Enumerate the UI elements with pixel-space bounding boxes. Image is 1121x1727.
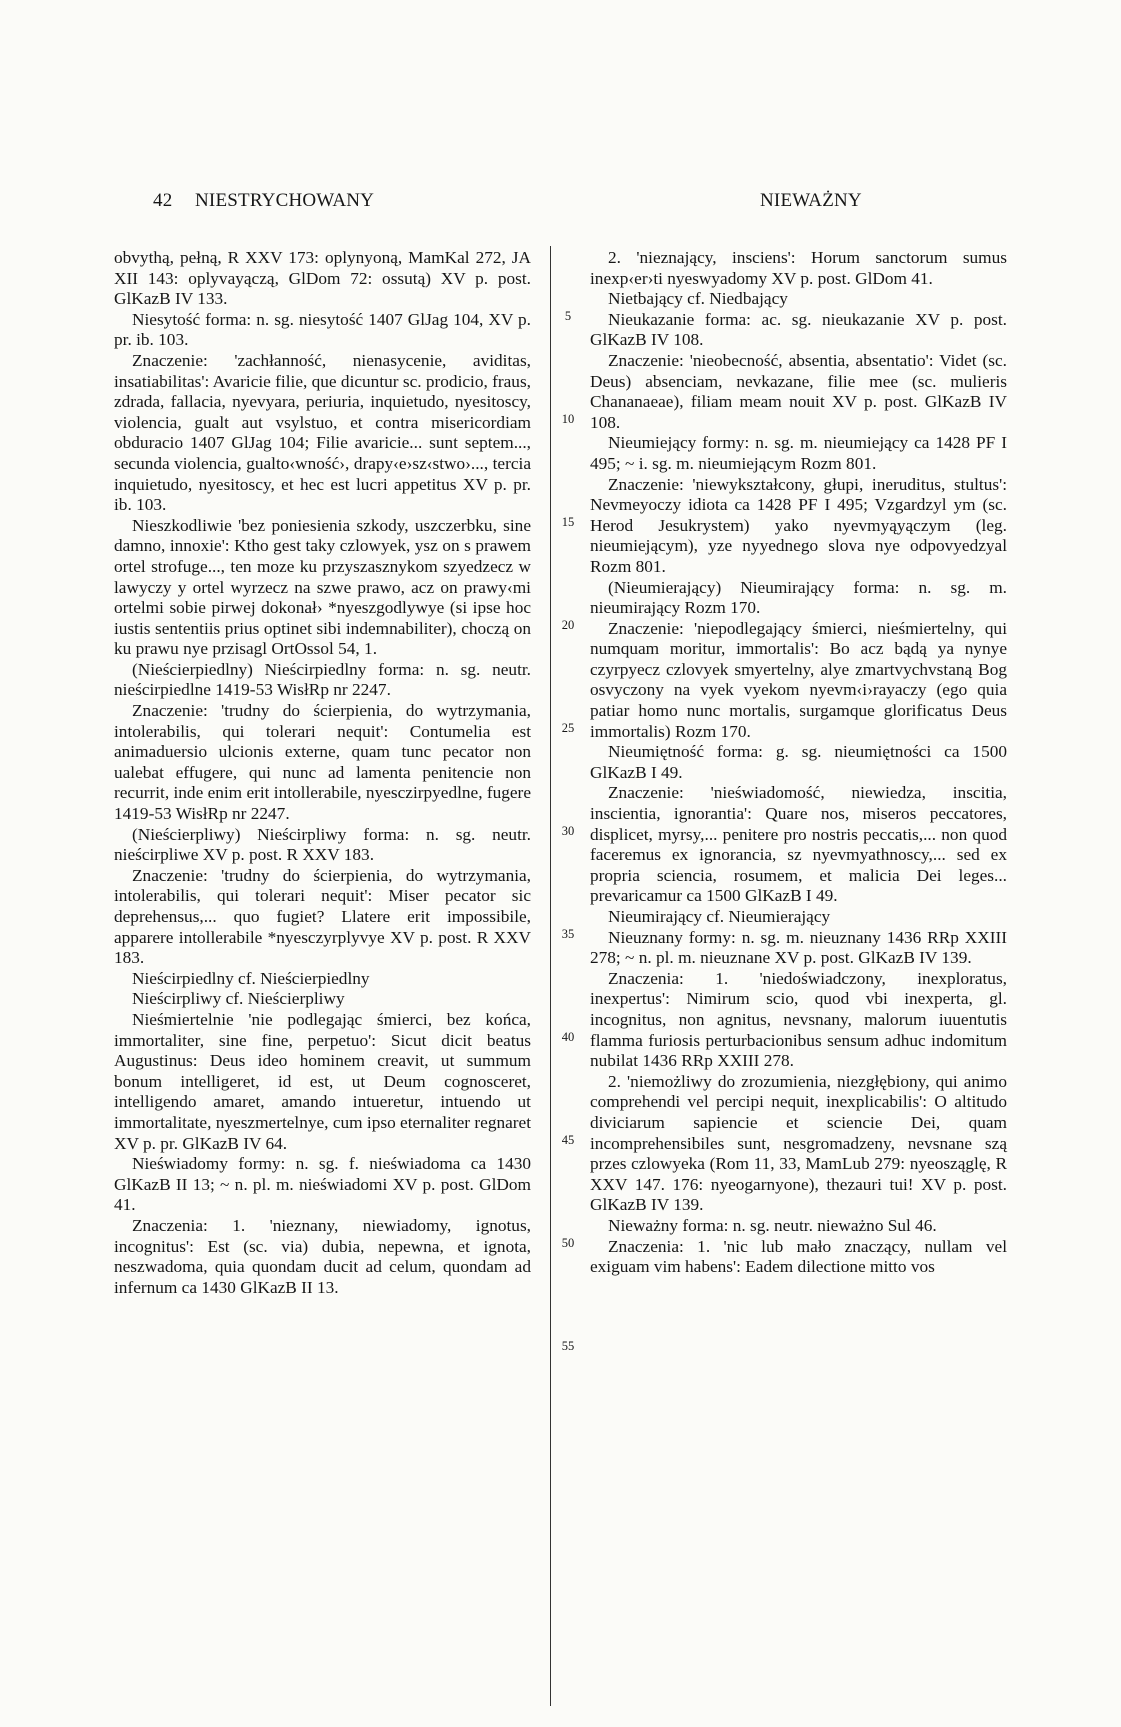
left-column xyxy=(114,248,531,1298)
entry-niesmiertelnie: Nieśmiertelnie 'nie podlegając śmierci, bez końca, immortaliter, sine fine, perpetuo': Sicut dicit beatus Augustinus: Deus ideo hominem creavit, ut summum bonum intelligeret, id est, ut Deum cognosceret, intelligendo amaret, amando intueretur, intuendo ut immortalitate, nyeszmertelnye, cum ipso eternaliter regnaret XV p. pr. GlKazB IV 64. xyxy=(114,1009,531,1153)
entry-meaning: Znaczenie: 'nieobecność, absentia, absentatio': Videt (sc. Deus) absenciam, nevkazane, filie mee (sc. mulieris Chananaeae), filiam meam nouit XV p. post. GlKazB IV 108. xyxy=(590,350,1007,432)
entry-niescierpiedlny: (Nieścierpiedlny) Nieścirpiedlny forma: n. sg. neutr. nieścirpiedlne 1419-53 WisłRp nr 2247. xyxy=(114,659,531,700)
entry-niewazny: Nieważny forma: n. sg. neutr. nieważno Sul 46. xyxy=(608,1215,937,1235)
running-head-left: NIESTRYCHOWANY xyxy=(195,190,375,211)
entry-crossref: Nieumirający cf. Nieumierający xyxy=(608,907,831,926)
entry-meaning: Znaczenie: 'trudny do ścierpienia, do wytrzymania, intolerabilis, qui tolerari nequit': Miser pecator sic deprehensus,... quo fugiet? Llatere erit impossibile, apparere intollerabile *nyesczyrplyvye XV p. post. R XXV 183. xyxy=(114,865,531,968)
line-number: 30 xyxy=(561,824,575,838)
line-number: 5 xyxy=(564,309,572,323)
line-number: 35 xyxy=(561,927,575,941)
line-number: 50 xyxy=(561,1236,575,1250)
line-number: 10 xyxy=(561,412,575,426)
entry-nieuznany: Nieuznany formy: n. sg. m. nieuznany 1436 RRp XXIII 278; ~ n. pl. m. nieuznane XV p. post. GlKazB IV 139. xyxy=(590,927,1007,968)
line-number: 15 xyxy=(561,515,575,529)
entry-continuation: obvythą, pełną, R XXV 173: oplynyoną, MamKal 272, JA XII 143: oplyvayączą, GlDom 72: ossutą) XV p. post. GlKazB IV 133. xyxy=(114,248,531,309)
entry-nieumierajacy: (Nieumierający) Nieumirający forma: n. sg. m. nieumirający Rozm 170. xyxy=(590,577,1007,618)
page-number: 42 xyxy=(153,190,173,211)
entry-nieswiadomy: Nieświadomy formy: n. sg. f. nieświadoma ca 1430 GlKazB II 13; ~ n. pl. m. nieświadomi XV p. post. GlDom 41. xyxy=(114,1154,531,1215)
entry-crossref: Nietbający cf. Niedbający xyxy=(608,289,788,309)
entry-meaning: Znaczenia: 1. 'nic lub mało znaczący, nullam vel exiguam vim habens': Eadem dilectione mitto vos xyxy=(590,1236,1007,1277)
entry-nieumiejacy: Nieumiejący formy: n. sg. m. nieumiejący ca 1428 PF I 495; ~ i. sg. m. nieumiejącym Rozm 801. xyxy=(590,433,1007,473)
line-number: 40 xyxy=(561,1030,575,1044)
entry-meaning: Znaczenia: 1. 'niedoświadczony, inexploratus, inexpertus': Nimirum scio, quod vbi inexperta, gl. incognitus, non agnitus, nevsnany, malorum iuuentutis flamma furiosis perturbacionibus sensum adhuc indomitum nubilat 1436 RRp XXIII 278. xyxy=(590,968,1007,1071)
entry-meaning: Znaczenie: 'trudny do ścierpienia, do wytrzymania, intolerabilis, qui tolerari nequit': Contumelia est animaduersio ulcionis externe, quam tunc pecator non ualebat effugere, qui nunc ad lamenta penitencie non recurrit, inde enim erit intollerabile, nyesczirpyedlne, fugere 1419-53 WisłRp nr 2247. xyxy=(114,701,531,824)
entry-nieumietnosc: Nieumiętność forma: g. sg. nieumiętności ca 1500 GlKazB I 49. xyxy=(590,742,1007,782)
line-number: 55 xyxy=(561,1339,575,1353)
entry-meaning: 2. 'niemożliwy do zrozumienia, niezgłębiony, qui animo comprehendi vel percipi nequit, inexplicabilis': O altitudo diviciarum sapiencie et sciencie Dei, quam incomprehensibiles sunt, nesgromadzeny, nevsnane szą przes czlowyeka (Rom 11, 33, MamLub 279: nyeosząglę, R XXV 147. 176: nyeogarnyone), thezauri tui! XV p. post. GlKazB IV 139. xyxy=(590,1071,1007,1215)
entry-crossref: Nieścirpiedlny cf. Nieścierpiedlny xyxy=(132,968,370,988)
line-number: 25 xyxy=(561,721,575,735)
entry-niesytosc: Niesytość forma: n. sg. niesytość 1407 GlJag 104, XV p. pr. ib. 103. xyxy=(114,309,531,350)
entry-meaning: Znaczenie: 'niepodlegający śmierci, nieśmiertelny, qui numquam moritur, immortalis': Bo acz bądą ya nynye czyrpyecz czlovyek smyertelny, alye zmartvychvstaną Bog osvyczony na vyek vyekom nyevm‹i›rayaczy (ego quia patiar homo nunc mortalis, surgamque glorificatus Deus immortalis) Rozm 170. xyxy=(590,618,1007,741)
line-number: 20 xyxy=(561,618,575,632)
right-column xyxy=(590,248,1007,1278)
entry-meaning: Znaczenie: 'nieświadomość, niewiedza, inscitia, inscientia, ignorantia': Quare nos, miseros peccatores, displicet, myrsy,... penitere pro nostris peccatis,... non quod faceremus ex ignorancia, sz nyevmyathnoscy,... sed ex propria sciencia, rosumem, et malicia Dei leges... prevaricamur ca 1500 GlKazB I 49. xyxy=(590,783,1007,906)
entry-nieukazanie: Nieukazanie forma: ac. sg. nieukazanie XV p. post. GlKazB IV 108. xyxy=(590,309,1007,350)
column-rule xyxy=(550,246,551,1706)
entry-meaning: Znaczenie: 'zachłanność, nienasycenie, aviditas, insatiabilitas': Avaricie filie, que dicuntur sc. prodicio, fraus, zdrada, fallacia, nyevyara, periuria, inquietudo, nyesitoscy, violencia, gualt aut vsylstuo, et contra misericordiam obduracio 1407 GlJag 104; Filie avaricie... sunt septem..., secunda violencia, gualto‹wność›, drapy‹e›sz‹stwo›..., tercia inquietudo, nyesitoscy, et hec est lucri appetitus XV p. pr. ib. 103. xyxy=(114,350,531,515)
entry-meaning: Znaczenie: 'niewykształcony, głupi, ineruditus, stultus': Nevmeyoczy idiota ca 1428 PF I 495; Vzgardzyl ym (sc. Herod Jesukrystem) yako nyevmyąyączym (leg. nieumiejącym), yze nyyednego slova nye odpovyedzyal Rozm 801. xyxy=(590,474,1007,576)
line-number: 45 xyxy=(561,1133,575,1147)
entry-meaning: 2. 'nieznający, insciens': Horum sanctorum sumus inexp‹er›ti nyeswyadomy XV p. post. GlDom 41. xyxy=(590,248,1007,288)
running-head-right: NIEWAŻNY xyxy=(760,190,862,211)
entry-niescierpliwy: (Nieścierpliwy) Nieścirpliwy forma: n. sg. neutr. nieścirpliwe XV p. post. R XXV 183. xyxy=(114,824,531,865)
entry-crossref: Nieścirpliwy cf. Nieścierpliwy xyxy=(132,989,345,1009)
entry-meaning: Znaczenia: 1. 'nieznany, niewiadomy, ignotus, incognitus': Est (sc. via) dubia, nepewna, et ignota, neszwadoma, quia quondam ducit ad celum, quondam ad infernum ca 1430 GlKazB II 13. xyxy=(114,1215,531,1297)
entry-nieszkodliwie: Nieszkodliwie 'bez poniesienia szkody, uszczerbku, sine damno, innoxie': Ktho gest taky czlowyek, ysz on s prawem ortel strofuge..., ten moze ku przyszasznykom szyedzecz w lawyczy y ortel wyrzecz na szwe prawo, acz on prawy‹mi ortelmi sobie pirwej dokonał› *nyeszgodlywye (si ipse hoc iustis sententiis prius optinet sibi indemnabiliter), choczą on ku prawu nye przisagl OrtOssol 54, 1. xyxy=(114,515,531,659)
